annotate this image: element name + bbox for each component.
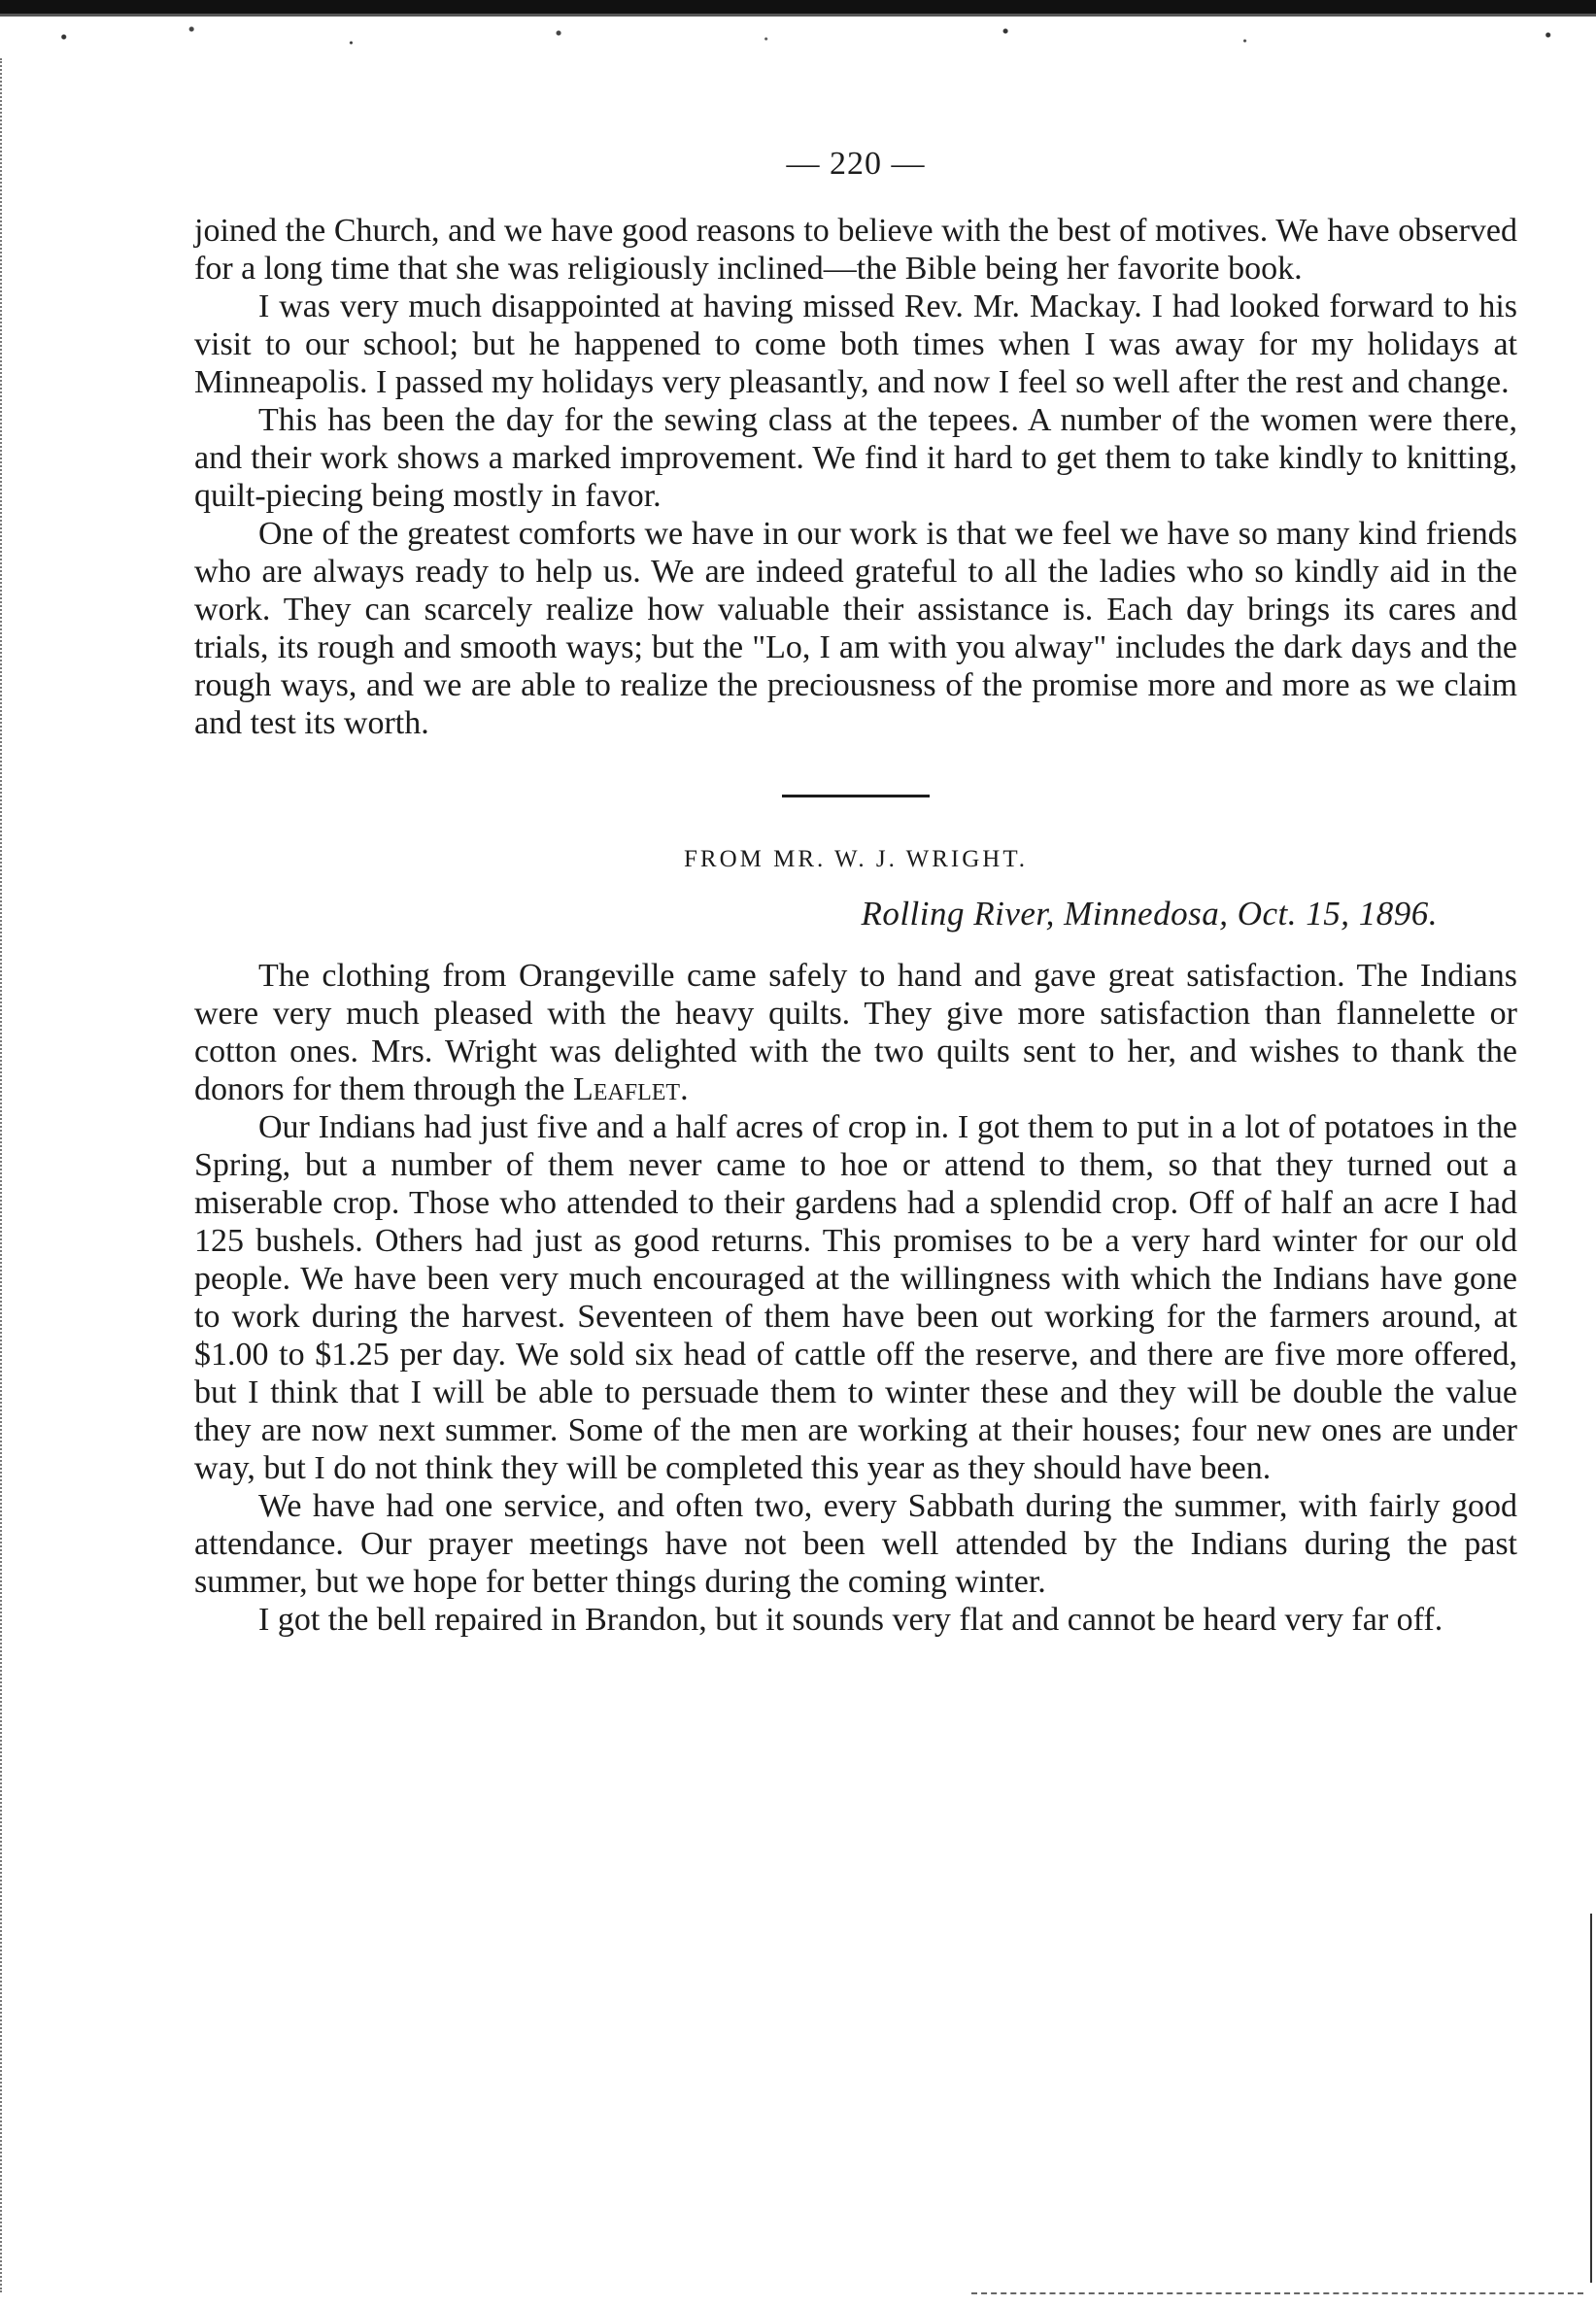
bottom-edge-line — [971, 2292, 1583, 2294]
paragraph — [194, 957, 1517, 1108]
paragraph-text: . — [680, 1071, 689, 1107]
section-wright-letter — [194, 846, 1517, 1639]
section-heading: FROM MR. W. J. WRIGHT. — [683, 846, 1028, 872]
paragraph: I got the bell repaired in Brandon, but it sounds very flat and cannot be heard very far off. — [258, 1602, 1443, 1638]
paragraph: joined the Church, and we have good reasons to believe with the best of motives. We have observed for a long time that she was religiously inclined—the Bible being her favorite book. — [194, 213, 1517, 287]
paragraph: This has been the day for the sewing class at the tepees. A number of the women were there, and their work shows a marked improvement. We find it hard to get them to take kindly to knitting, quilt-piecing being mostly in favor. — [194, 402, 1517, 514]
section-divider — [782, 795, 930, 797]
paragraph: I was very much disappointed at having missed Rev. Mr. Mackay. I had looked forward to his visit to our school; but he happened to come both times when I was away for my holidays at Minneapolis. I passed my holidays very pleasantly, and now I feel so well after the rest and change. — [194, 288, 1517, 400]
leaflet-title: Leaflet — [573, 1071, 681, 1107]
dateline: Rolling River, Minnedosa, Oct. 15, 1896. — [861, 895, 1438, 933]
paragraph: One of the greatest comforts we have in our work is that we feel we have so many kind friends who are always ready to help us. We are indeed grateful to all the ladies who so kindly aid in the work. They can scarcely realize how valuable their assistance is. Each day brings its cares and trials, its rough and smooth ways; but the "Lo, I am with you alway" includes the dark days and the rough ways, and we are able to realize the preciousness of the promise more and more as we claim and test its worth. — [194, 516, 1517, 741]
scan-speckle — [0, 21, 1596, 60]
page-number: — 220 — — [786, 146, 926, 182]
paragraph: Our Indians had just five and a half acres of crop in. I got them to put in a lot of potatoes in the Spring, but a number of them never came to hoe or attend to them, so that they turned out a miserable crop. Those who attended to their gardens had a splendid crop. Off of half an acre I had 125 bushels. Others had just as good returns. This promises to be a very hard winter for our old people. We have been very much encouraged at the willingness with which the Indians have gone to work during the harvest. Seventeen of them have been out working for the farmers around, at $1.00 to $1.25 per day. We sold six head of cattle off the reserve, and there are five more offered, but I think that I will be able to persuade them to winter these and they will be double the value they are now next summer. Some of the men are working at their houses; four new ones are under way, but I do not think they will be completed this year as they should have been. — [194, 1109, 1517, 1486]
paragraph: We have had one service, and often two, every Sabbath during the summer, with fairly good attendance. Our prayer meetings have not been well attended by the Indians during the past summer, but we hope for better things during the coming winter. — [194, 1488, 1517, 1600]
left-margin-marks — [0, 58, 14, 2292]
page-body — [194, 146, 1517, 1639]
section-letter-continuation — [194, 212, 1517, 742]
right-edge-line — [1584, 1914, 1592, 2283]
paragraph-text: The clothing from Orangeville came safely to hand and gave great satisfaction. The Indians were very much pleased with the heavy quilts. They give more satisfaction than flannelette or cotton ones. Mrs. Wright was delighted with the two quilts sent to her, and wishes to thank the donors for them through the — [194, 958, 1517, 1107]
top-border-rule — [0, 0, 1596, 21]
